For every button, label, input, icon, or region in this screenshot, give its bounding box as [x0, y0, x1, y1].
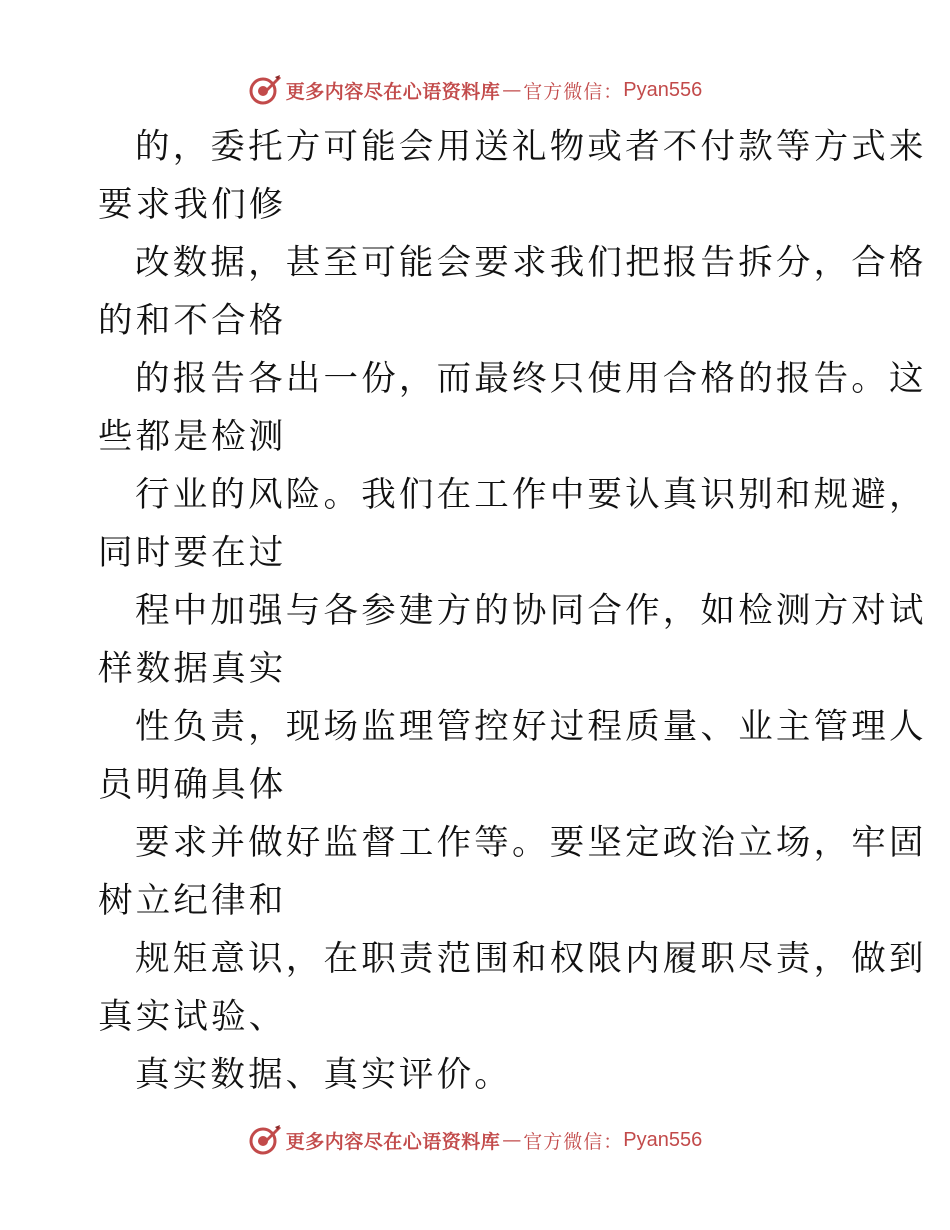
watermark-contact-id: Pyan556 [623, 78, 703, 101]
paragraph-line: 的和不合格 [98, 301, 287, 341]
paragraph-line: 真实数据、真实评价。 [135, 1055, 512, 1095]
paragraph-line: 性负责，现场监理管控好过程质量、业主管理人 [135, 707, 927, 747]
watermark-contact-id: Pyan556 [623, 1128, 703, 1151]
watermark-separator: — [502, 1129, 522, 1151]
watermark-contact-label: 官方微信： [523, 1130, 624, 1153]
paragraph-line: 同时要在过 [98, 533, 287, 573]
watermark-separator: — [502, 79, 522, 101]
paragraph-line: 的，委托方可能会用送礼物或者不付款等方式来 [135, 127, 927, 167]
paragraph-line: 行业的风险。我们在工作中要认真识别和规避， [135, 475, 927, 515]
footer-watermark [0, 1118, 950, 1162]
paragraph-line: 程中加强与各参建方的协同合作，如检测方对试 [135, 591, 927, 631]
paragraph-line: 些都是检测 [98, 417, 287, 457]
paragraph-line: 的报告各出一份，而最终只使用合格的报告。这 [135, 359, 927, 399]
watermark-brand: 更多内容尽在心语资料库 [285, 80, 501, 103]
paragraph-line: 员明确具体 [98, 765, 287, 805]
paragraph-line: 改数据，甚至可能会要求我们把报告拆分，合格 [135, 243, 927, 283]
paragraph-line: 树立纪律和 [98, 881, 287, 921]
watermark-contact-label: 官方微信： [523, 80, 624, 103]
paragraph-line: 样数据真实 [98, 649, 287, 689]
paragraph-line: 要求并做好监督工作等。要坚定政治立场，牢固 [135, 823, 927, 863]
quill-pen-logo-icon [248, 1123, 282, 1157]
paragraph-line: 规矩意识，在职责范围和权限内履职尽责，做到 [135, 939, 927, 979]
watermark-brand: 更多内容尽在心语资料库 [285, 1130, 501, 1153]
paragraph-line: 要求我们修 [98, 185, 287, 225]
paragraph-line: 真实试验、 [98, 997, 287, 1037]
